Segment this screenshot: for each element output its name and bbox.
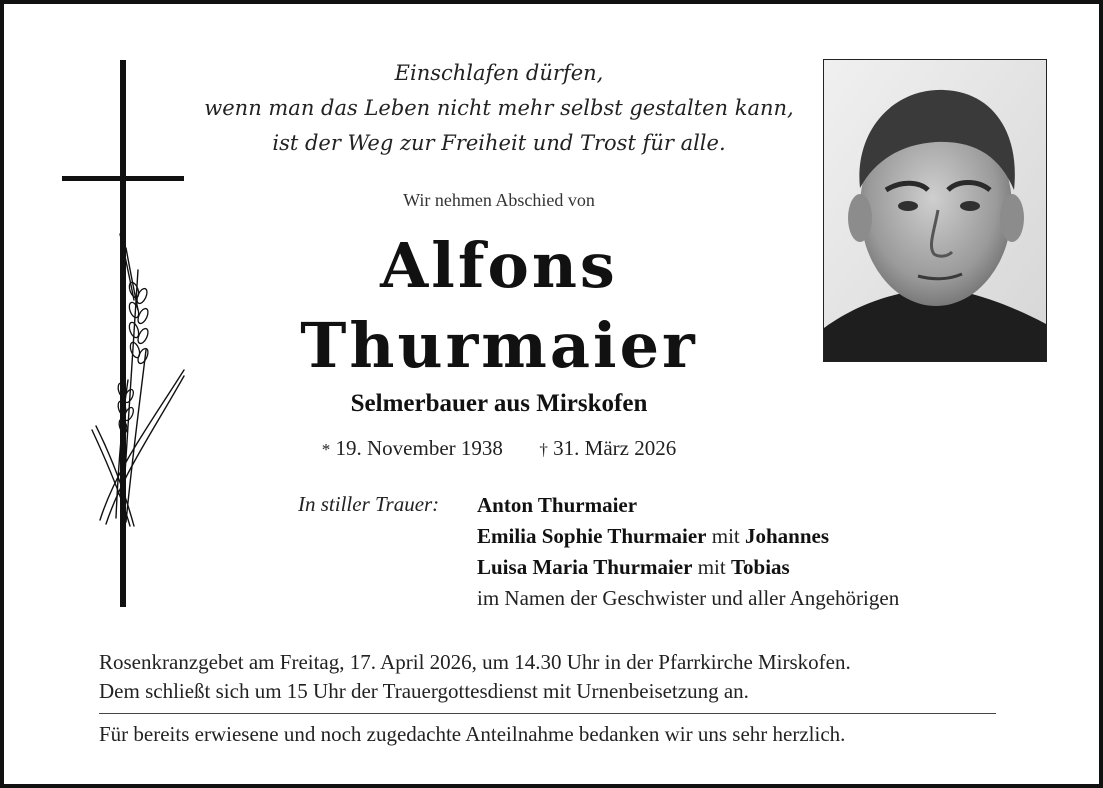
portrait-photo bbox=[823, 59, 1047, 362]
divider-line bbox=[99, 713, 996, 714]
mourner-connector: mit bbox=[711, 524, 740, 548]
quote-line-2: wenn man das Leben nicht mehr selbst gestalten kann, bbox=[204, 96, 794, 120]
service-info bbox=[99, 648, 1019, 706]
mourner-partner: Tobias bbox=[730, 555, 790, 579]
death-date: 31. März 2026 bbox=[553, 436, 677, 460]
mourning-label: In stiller Trauer: bbox=[298, 492, 440, 516]
cross-horizontal-beam bbox=[62, 176, 184, 181]
memorial-quote bbox=[174, 56, 824, 161]
deceased-name bbox=[254, 226, 744, 386]
deceased-last-name: Thurmaier bbox=[300, 309, 698, 382]
mourner-partner: Johannes bbox=[745, 524, 830, 548]
deceased-subtitle: Selmerbauer aus Mirskofen bbox=[350, 390, 648, 417]
mourner-line bbox=[477, 521, 899, 552]
thanks-note: Für bereits erwiesene und noch zugedachte Anteilnahme bedanken wir uns sehr herzlich. bbox=[99, 722, 846, 746]
wheat-ornament-icon bbox=[86, 230, 190, 530]
mourner-line bbox=[477, 490, 899, 521]
mourner-name: Anton Thurmaier bbox=[477, 493, 638, 517]
mourner-connector: mit bbox=[697, 555, 726, 579]
portrait-illustration-icon bbox=[824, 60, 1046, 361]
quote-line-1: Einschlafen dürfen, bbox=[394, 61, 604, 85]
death-symbol: † bbox=[539, 440, 548, 459]
birth-date: 19. November 1938 bbox=[335, 436, 503, 460]
mourning-closing: im Namen der Geschwister und aller Angehörigen bbox=[477, 586, 900, 610]
mourner-name: Luisa Maria Thurmaier bbox=[477, 555, 693, 579]
mourner-name: Emilia Sophie Thurmaier bbox=[477, 524, 707, 548]
service-line-1: Rosenkranzgebet am Freitag, 17. April 2026, um 14.30 Uhr in der Pfarrkirche Mirskofen. bbox=[99, 650, 851, 674]
birth-symbol: * bbox=[321, 440, 331, 459]
mourners-list bbox=[477, 490, 899, 614]
service-line-2: Dem schließt sich um 15 Uhr der Trauergottesdienst mit Urnenbeisetzung an. bbox=[99, 679, 749, 703]
quote-line-3: ist der Weg zur Freiheit und Trost für alle. bbox=[272, 131, 726, 155]
farewell-intro: Wir nehmen Abschied von bbox=[403, 190, 595, 210]
deceased-first-name: Alfons bbox=[380, 229, 618, 302]
life-dates bbox=[254, 436, 744, 461]
mourner-line bbox=[477, 552, 899, 583]
